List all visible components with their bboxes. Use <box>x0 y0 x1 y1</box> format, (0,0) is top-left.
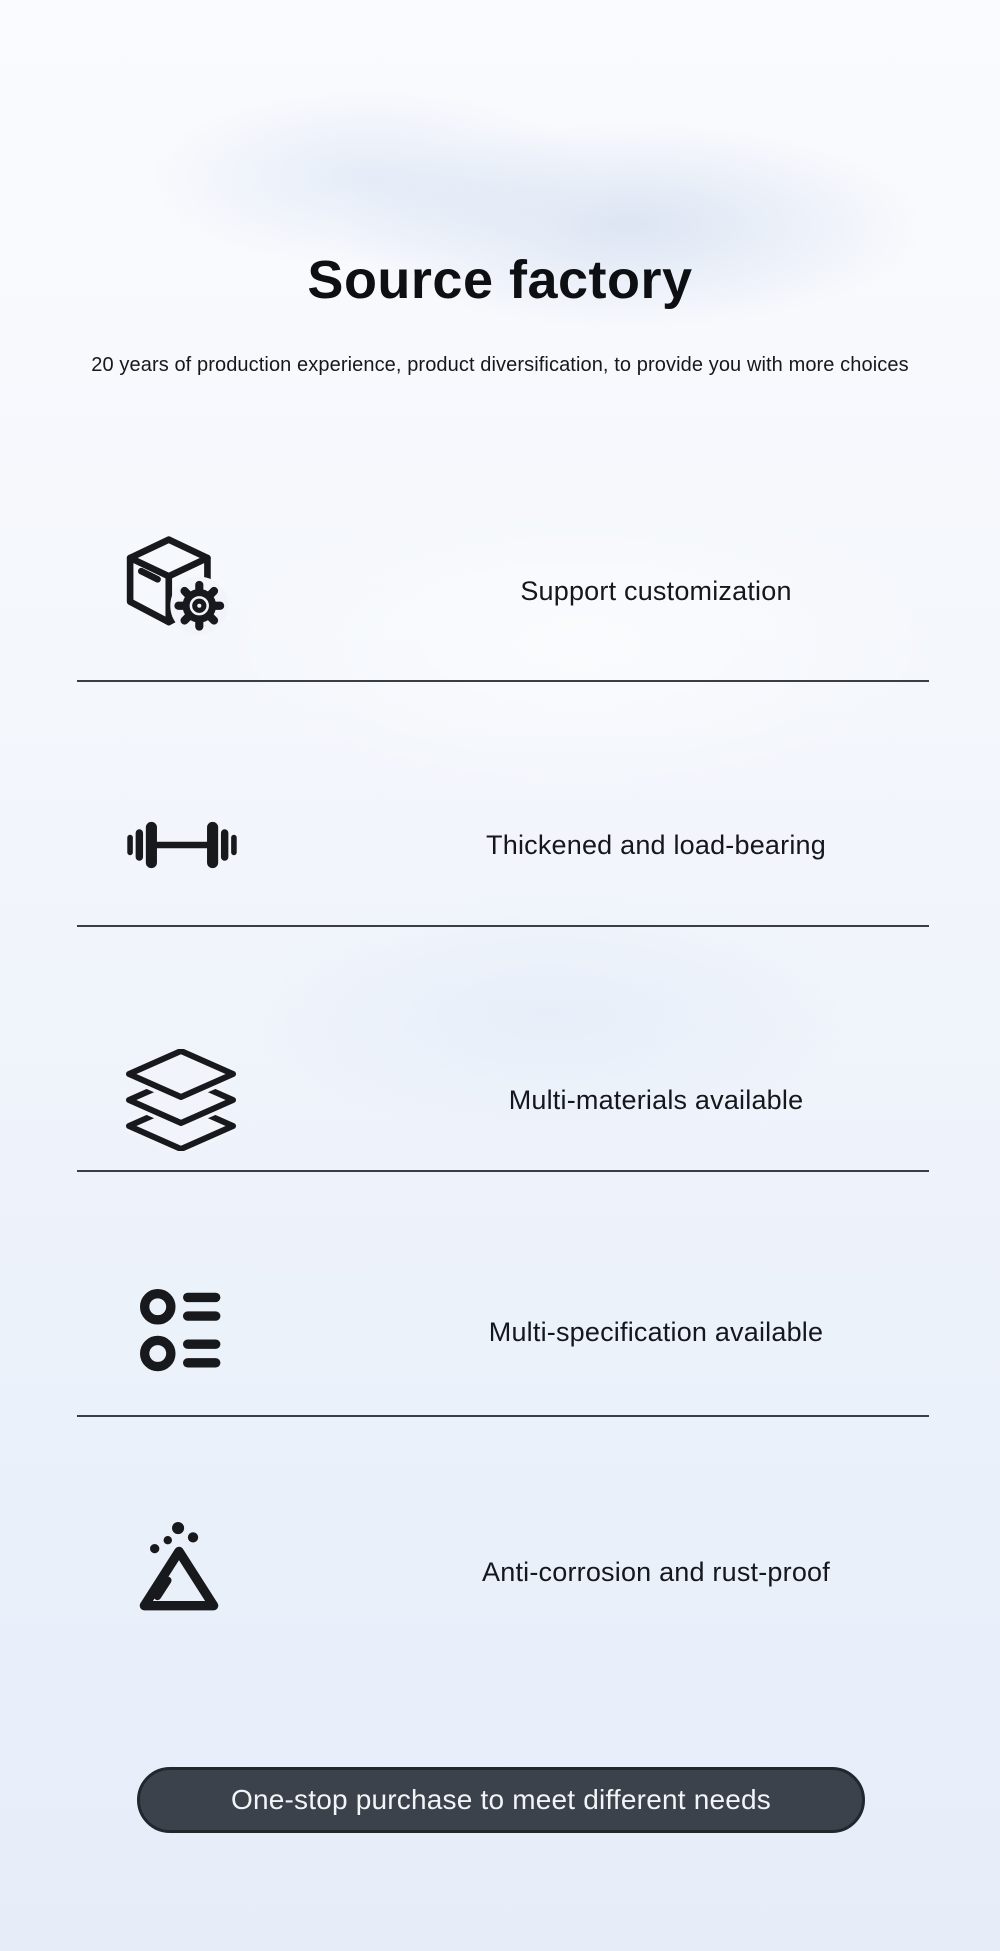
divider <box>77 1415 929 1417</box>
layers-icon <box>126 1049 236 1151</box>
dumbbell-icon <box>126 820 238 871</box>
list-icon <box>140 1289 226 1375</box>
divider <box>77 1170 929 1172</box>
feature-row-anti-corrosion <box>0 1507 1000 1637</box>
divider <box>77 925 929 927</box>
divider <box>77 680 929 682</box>
page-title: Source factory <box>307 250 693 310</box>
feature-label: Thickened and load-bearing <box>486 830 826 860</box>
feature-label: Support customization <box>520 576 792 606</box>
feature-label: Multi-specification available <box>488 1317 824 1347</box>
feature-label: Multi-materials available <box>508 1085 804 1115</box>
box-gear-icon <box>126 533 238 650</box>
page-subtitle: 20 years of production experience, product diversification, to provide you with more choices <box>91 354 909 376</box>
feature-row-materials <box>0 1035 1000 1165</box>
one-stop-purchase-button[interactable]: One-stop purchase to meet different needs <box>137 1767 865 1833</box>
feature-row-customization <box>0 526 1000 656</box>
feature-label: Anti-corrosion and rust-proof <box>482 1557 830 1587</box>
feature-row-load-bearing <box>0 780 1000 910</box>
feature-row-specification <box>0 1267 1000 1397</box>
mound-icon <box>132 1522 226 1623</box>
